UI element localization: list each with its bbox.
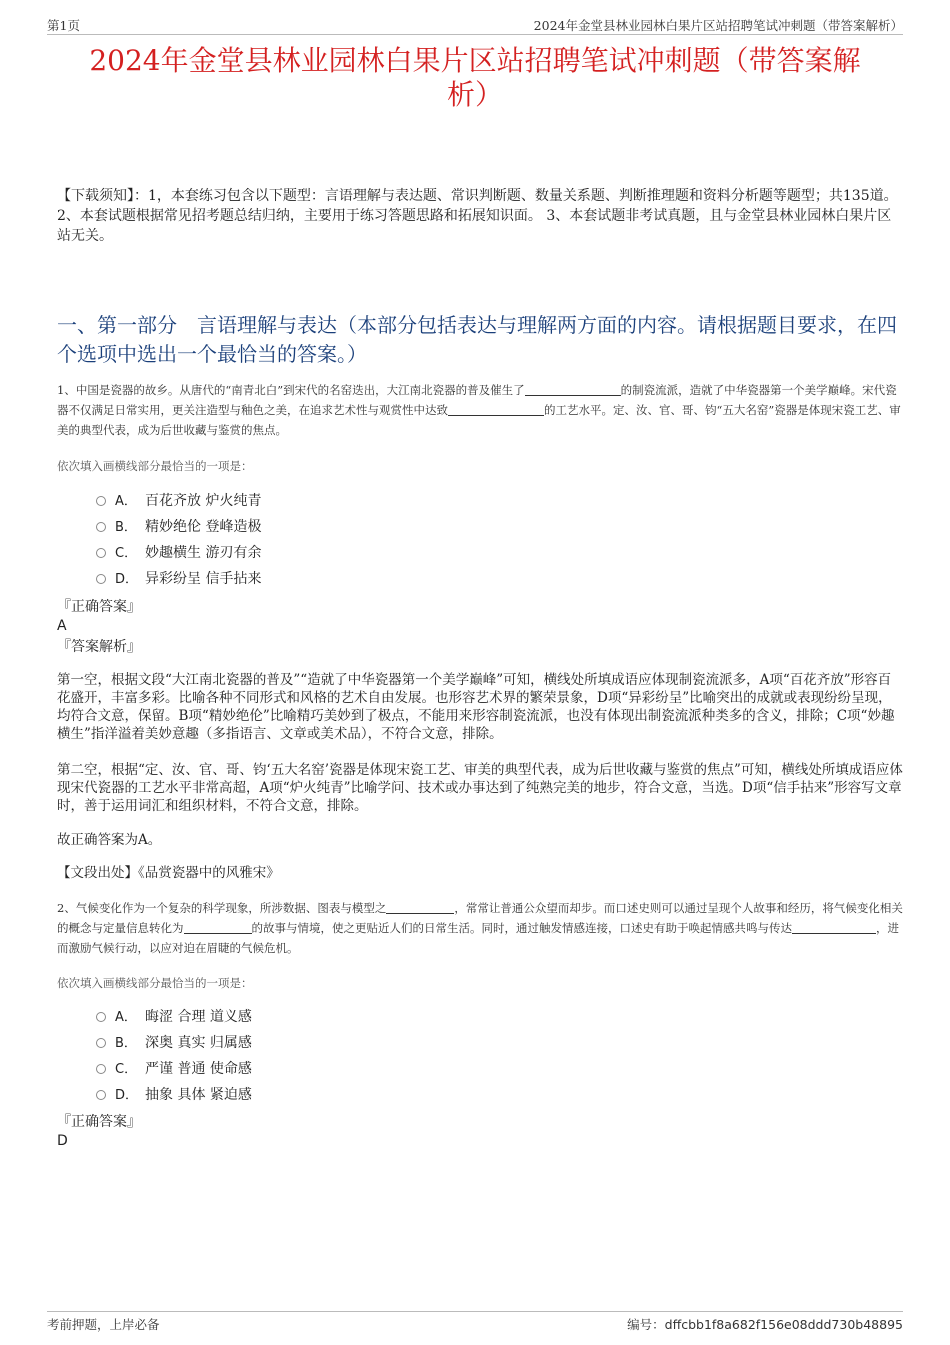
footer-code-value: dffcbb1f8a682f156e08ddd730b48895 (664, 1317, 903, 1332)
option-text: 异彩纷呈 信手拈来 (145, 571, 262, 587)
q1-source: 【文段出处】《品赏瓷器中的风雅宋》 (57, 865, 280, 881)
option-text: 晦涩 合理 道义感 (145, 1009, 252, 1025)
q1-stem-part-a: 1、中国是瓷器的故乡。从唐代的“南青北白”到宋代的名窑迭出，大江南北瓷器的普及催生了 (57, 383, 525, 397)
q1-stem-part-b: 的制瓷流派，造就了中华瓷器第一个美学巅峰。宋代瓷器不仅满足日常实用，更关注造型与釉色之美，在追求艺术性与观赏性中达致 (57, 383, 897, 417)
blank-line (184, 921, 252, 934)
q2-option-d[interactable] (96, 1085, 252, 1106)
blank-line (792, 921, 876, 934)
radio-icon[interactable] (96, 522, 106, 532)
radio-icon[interactable] (96, 1090, 106, 1100)
page-footer (47, 1311, 903, 1334)
q1-answer: A (57, 618, 67, 634)
option-letter: B． (115, 1036, 137, 1051)
title-line-2: 析） (446, 78, 503, 111)
blank-line (448, 403, 544, 416)
question-2-stem (57, 898, 903, 958)
option-letter: A． (115, 1010, 137, 1025)
option-text: 严谨 普通 使命感 (145, 1061, 252, 1077)
q1-option-a[interactable] (96, 491, 261, 512)
footer-code-label: 编号： (627, 1317, 665, 1332)
radio-icon[interactable] (96, 574, 106, 584)
page-number: 第1页 (47, 18, 80, 33)
document-title (40, 44, 910, 112)
radio-icon[interactable] (96, 496, 106, 506)
q2-stem-part-a: 2、气候变化作为一个复杂的科学现象，所涉数据、图表与模型之 (57, 901, 387, 915)
option-letter: D． (115, 572, 139, 587)
q2-stem-part-c: 的故事与情境，使之更贴近人们的日常生活。同时，通过触发情感连接，口述史有助于唤起情感共鸣与传达 (251, 921, 792, 935)
option-text: 妙趣横生 游刃有余 (145, 545, 262, 561)
radio-icon[interactable] (96, 1038, 106, 1048)
option-letter: B． (115, 520, 137, 535)
blank-line (386, 901, 454, 914)
section-heading: 一、第一部分 言语理解与表达（本部分包括表达与理解两方面的内容。请根据题目要求，在四个选项中选出一个最恰当的答案。） (57, 313, 897, 366)
question-2-prompt: 依次填入画横线部分最恰当的一项是： (57, 976, 253, 990)
q2-stem-part-d: ，进而激励气候行动，以应对迫在眉睫的气候危机。 (57, 921, 899, 955)
option-text: 百花齐放 炉火纯青 (145, 493, 262, 509)
footer-slogan: 考前押题，上岸必备 (47, 1317, 160, 1332)
q2-answer-label: 『正确答案』 (57, 1114, 141, 1130)
download-notice: 【下载须知】：1，本套练习包含以下题型：言语理解与表达题、常识判断题、数量关系题、判断推理题和资料分析题等题型；共135道。 2、本套试题根据常见招考题总结归纳，主要用于练习答题思路和拓展知识面。 3、本套试题非考试真题，且与金堂县林业园林白果片区站无关。 (57, 188, 898, 244)
footer-code (627, 1315, 903, 1333)
option-letter: A． (115, 494, 137, 509)
question-1-stem (57, 380, 903, 440)
option-letter: C． (115, 546, 138, 561)
radio-icon[interactable] (96, 1064, 106, 1074)
q1-answer-label: 『正确答案』 (57, 599, 141, 615)
option-text: 精妙绝伦 登峰造极 (145, 519, 262, 535)
page-header (47, 14, 903, 35)
q2-option-c[interactable] (96, 1059, 252, 1080)
title-line-1: 2024年金堂县林业园林白果片区站招聘笔试冲刺题（带答案解 (89, 44, 861, 77)
q2-option-b[interactable] (96, 1033, 252, 1054)
option-letter: D． (115, 1088, 139, 1103)
q1-option-b[interactable] (96, 517, 261, 538)
option-text: 深奥 真实 归属感 (145, 1035, 252, 1051)
radio-icon[interactable] (96, 1012, 106, 1022)
option-letter: C． (115, 1062, 138, 1077)
header-doc-title: 2024年金堂县林业园林白果片区站招聘笔试冲刺题（带答案解析） (533, 18, 903, 33)
q1-option-c[interactable] (96, 543, 261, 564)
q1-stem-part-c: 的工艺水平。定、汝、官、哥、钧“五大名窑”瓷器是体现宋瓷工艺、审美的典型代表，成为后世收藏与鉴赏的焦点。 (57, 403, 901, 437)
blank-line (525, 383, 621, 396)
q1-conclusion: 故正确答案为A。 (57, 832, 162, 848)
q1-analysis-label: 『答案解析』 (57, 639, 141, 655)
question-1-prompt: 依次填入画横线部分最恰当的一项是： (57, 459, 253, 473)
q1-analysis-paragraph-2: 第二空，根据“定、汝、官、哥、钧‘五大名窑’瓷器是体现宋瓷工艺、审美的典型代表，成为后世收藏与鉴赏的焦点”可知，横线处所填成语应体现宋代瓷器的工艺水平非常高超，A项“炉火纯青”比喻学问、技术或办事达到了纯熟完美的地步，符合文意，当选。D项“信手拈来”形容写文章时，善于运用词汇和组织材料，不符合文意，排除。 (57, 762, 903, 814)
q2-option-a[interactable] (96, 1007, 252, 1028)
q2-stem-part-b: ，常常让普通公众望而却步。而口述史则可以通过呈现个人故事和经历，将气候变化相关的概念与定量信息转化为 (57, 901, 903, 935)
q2-answer: D (57, 1133, 68, 1149)
radio-icon[interactable] (96, 548, 106, 558)
q1-analysis-paragraph-1: 第一空，根据文段“大江南北瓷器的普及”“造就了中华瓷器第一个美学巅峰”可知，横线处所填成语应体现制瓷流派多，A项“百花齐放”形容百花盛开，丰富多彩。比喻各种不同形式和风格的艺术自由发展。也形容艺术界的繁荣景象，D项“异彩纷呈”比喻突出的成就或表现纷纷呈现，均符合文意，保留。B项“精妙绝伦”比喻精巧美妙到了极点，不能用来形容制瓷流派，也没有体现出制瓷流派种类多的含义，排除；C项“妙趣横生”指洋溢着美妙意趣（多指语言、文章或美术品），不符合文意，排除。 (57, 672, 895, 742)
option-text: 抽象 具体 紧迫感 (145, 1087, 252, 1103)
q1-option-d[interactable] (96, 569, 261, 590)
